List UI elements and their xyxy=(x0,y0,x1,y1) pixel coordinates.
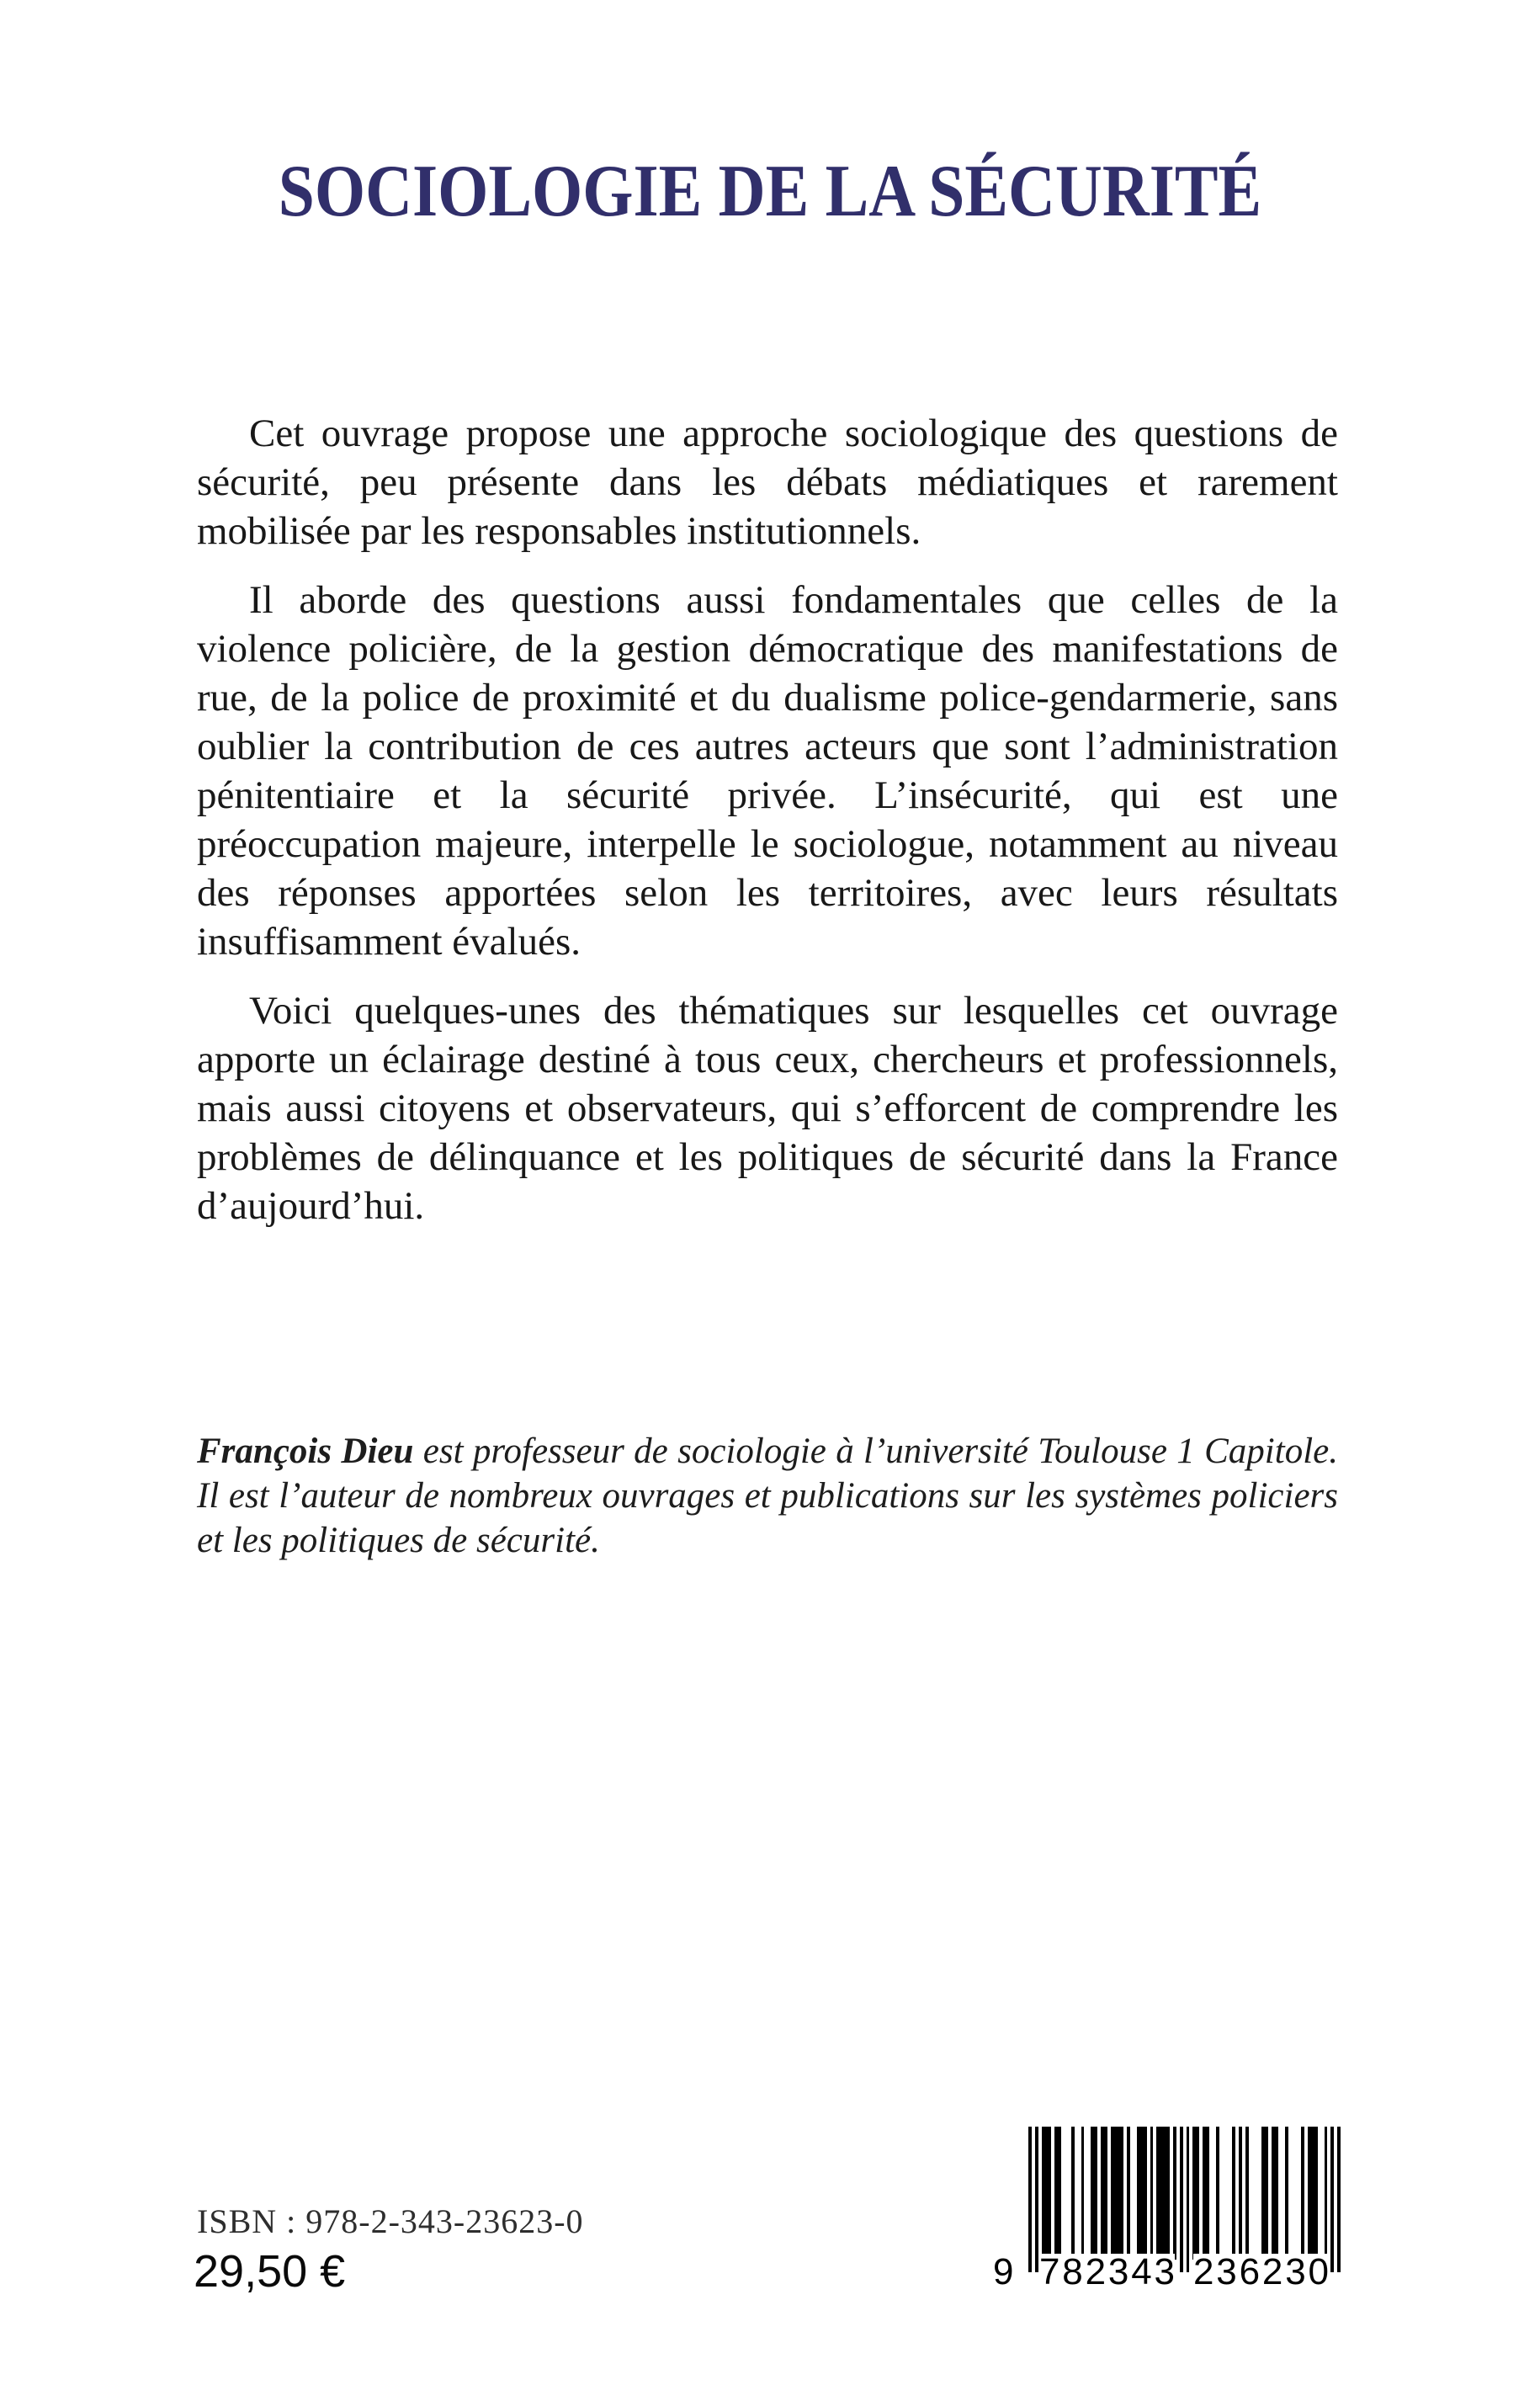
author-bio xyxy=(197,1429,1338,1563)
isbn-text: ISBN : 978-2-343-23623-0 xyxy=(197,2202,584,2240)
barcode-digit: 4 xyxy=(1131,2251,1152,2292)
barcode-digit: 2 xyxy=(1261,2251,1283,2292)
author-name: François Dieu xyxy=(197,1432,414,1471)
barcode-digit: 2 xyxy=(1193,2251,1214,2292)
barcode-digit: 0 xyxy=(1308,2251,1329,2292)
barcode-digit: 2 xyxy=(1085,2251,1107,2292)
book-title: SOCIOLOGIE DE LA SÉCURITÉ xyxy=(278,151,1262,232)
barcode-left-digits xyxy=(1039,2251,1175,2292)
price-text: 29,50 € xyxy=(194,2246,346,2297)
author-bio-text: est professeur de sociologie à l’université Toulouse 1 Capitole. Il est l’auteur de nombreux ouvrages et publications sur les systèmes policiers et les politiques de sécurité. xyxy=(197,1432,1338,1560)
barcode-first-digit: 9 xyxy=(993,2251,1014,2292)
barcode-right-digits xyxy=(1193,2251,1329,2292)
barcode-digit: 3 xyxy=(1154,2251,1175,2292)
barcode-digit: 3 xyxy=(1285,2251,1306,2292)
barcode-digit: 7 xyxy=(1039,2251,1060,2292)
synopsis-paragraph-2: Il aborde des questions aussi fondamentales que celles de la violence policière, de la gestion démocratique des manifestations de rue, de la police de proximité et du dualisme police-gendarmerie, sans oublier la contribution de ces autres acteurs que sont l’administration pénitentiaire et la sécurité privée. L’insécurité, qui est une préoccupation majeure, interpelle le sociologue, notamment au niveau des réponses apportées selon les territoires, avec leurs résultats insuffisamment évalués. xyxy=(197,578,1338,964)
barcode-digit: 6 xyxy=(1239,2251,1261,2292)
synopsis-paragraph-3: Voici quelques-unes des thématiques sur lesquelles cet ouvrage apporte un éclairage destiné à tous ceux, chercheurs et professionnels, mais aussi citoyens et observateurs, qui s’efforcent de comprendre les problèmes de délinquance et les politiques de sécurité dans la France d’aujourd’hui. xyxy=(197,989,1338,1228)
barcode-digit: 8 xyxy=(1062,2251,1083,2292)
barcode-digit: 3 xyxy=(1107,2251,1129,2292)
synopsis xyxy=(197,409,1338,1251)
barcode-digit: 3 xyxy=(1216,2251,1237,2292)
synopsis-paragraph-1: Cet ouvrage propose une approche sociologique des questions de sécurité, peu présente dans les débats médiatiques et rarement mobilisée par les responsables institutionnels. xyxy=(197,412,1338,553)
ean13-barcode xyxy=(993,2127,1341,2295)
